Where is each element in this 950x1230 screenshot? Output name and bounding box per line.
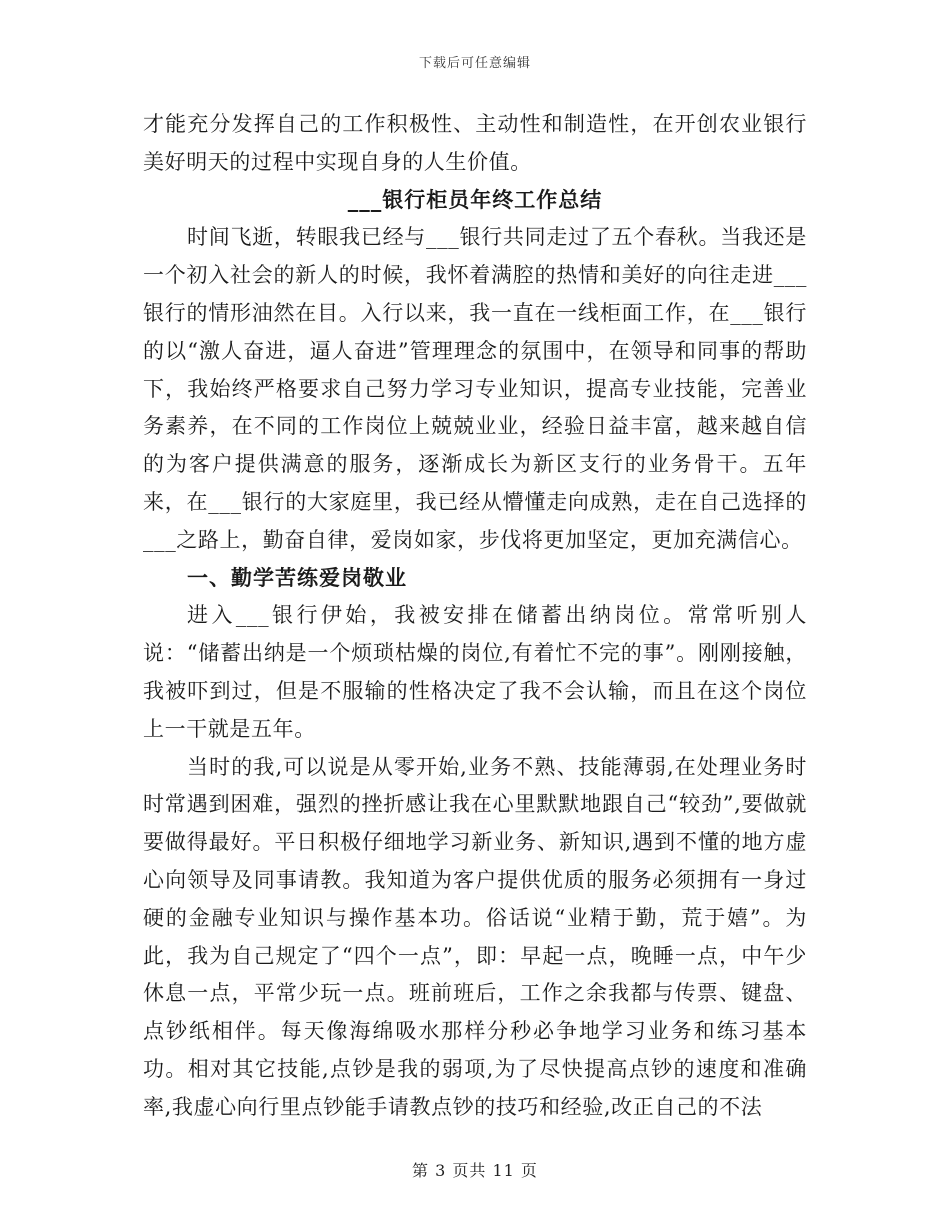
document-title: ___银行柜员年终工作总结 [347, 187, 603, 212]
page-number-footer: 第 3 页共 11 页 [412, 1161, 538, 1180]
page-header-note: 下载后可任意编辑 [418, 56, 531, 71]
intro-paragraph: 才能充分发挥自己的工作积极性、主动性和制造性，在开创农业银行美好明天的过程中实现自身的人生价值。 [143, 112, 807, 174]
section-1-heading: 一、勤学苦练爱岗敬业 [187, 565, 407, 590]
paragraph-3: 当时的我,可以说是从零开始,业务不熟、技能薄弱,在处理业务时时常遇到困难，强烈的挫折感让我在心里默默地跟自己“较劲”,要做就要做得最好。平日积极仔细地学习新业务、新知识,遇到不懂的地方虚心向领导及同事请教。我知道为客户提供优质的服务必须拥有一身过硬的金融专业知识与操作基本功。俗话说“业精于勤，荒于嬉”。为此，我为自己规定了“四个一点”，即：早起一点，晚睡一点，中午少休息一点，平常少玩一点。班前班后，工作之余我都与传票、键盘、点钞纸相伴。每天像海绵吸水那样分秒必争地学习业务和练习基本功。相对其它技能,点钞是我的弱项,为了尽快提高点钞的速度和准确率,我虚心向行里点钞能手请教点钞的技巧和经验,改正自己的不法 [143, 754, 807, 1119]
document-body [143, 106, 807, 1127]
paragraph-2: 进入___银行伊始，我被安排在储蓄出纳岗位。常常听别人说：“储蓄出纳是一个烦琐枯燥的岗位,有着忙不完的事”。刚刚接触，我被吓到过，但是不服输的性格决定了我不会认输，而且在这个岗位上一干就是五年。 [143, 603, 807, 741]
paragraph-1: 时间飞逝，转眼我已经与___银行共同走过了五个春秋。当我还是一个初入社会的新人的时候，我怀着满腔的热情和美好的向往走进___银行的情形油然在目。入行以来，我一直在一线柜面工作，在___银行的以“激人奋进，逼人奋进”管理理念的氛围中，在领导和同事的帮助下，我始终严格要求自己努力学习专业知识，提高专业技能，完善业务素养，在不同的工作岗位上兢兢业业，经验日益丰富，越来越自信的为客户提供满意的服务，逐渐成长为新区支行的业务骨干。五年来，在___银行的大家庭里，我已经从懵懂走向成熟，走在自己选择的___之路上，勤奋自律，爱岗如家，步伐将更加坚定，更加充满信心。 [143, 225, 807, 552]
